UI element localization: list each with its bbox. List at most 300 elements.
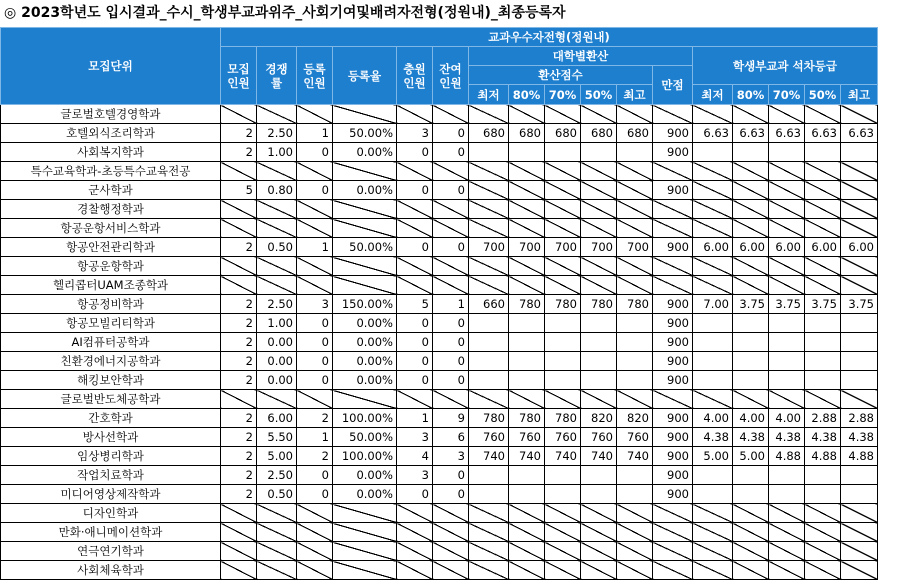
empty-cell: [433, 523, 469, 542]
value-cell: 2: [221, 238, 257, 257]
empty-cell: [509, 504, 545, 523]
unit-name: 디자인학과: [1, 504, 221, 523]
value-cell: 0.00%: [333, 181, 397, 200]
value-cell: 700: [469, 238, 509, 257]
value-cell: 50.00%: [333, 428, 397, 447]
table-row: [1, 276, 878, 295]
value-cell: 780: [545, 409, 581, 428]
empty-cell: [653, 542, 693, 561]
empty-cell: [805, 200, 841, 219]
value-cell: [469, 352, 509, 371]
empty-cell: [733, 504, 769, 523]
empty-cell: [693, 561, 733, 580]
empty-cell: [693, 276, 733, 295]
empty-cell: [581, 105, 617, 124]
value-cell: 2: [221, 295, 257, 314]
empty-cell: [433, 561, 469, 580]
unit-name: 만화·애니메이션학과: [1, 523, 221, 542]
empty-cell: [397, 257, 433, 276]
value-cell: [805, 371, 841, 390]
value-cell: 2.50: [257, 295, 297, 314]
value-cell: 2: [221, 143, 257, 162]
empty-cell: [509, 105, 545, 124]
value-cell: 900: [653, 333, 693, 352]
value-cell: [581, 314, 617, 333]
unit-name: 사회체육학과: [1, 561, 221, 580]
value-cell: 3: [433, 447, 469, 466]
table-row: [1, 314, 878, 333]
empty-cell: [769, 162, 805, 181]
empty-cell: [693, 390, 733, 409]
unit-name: 글로벌호텔경영학과: [1, 105, 221, 124]
value-cell: 3.75: [733, 295, 769, 314]
value-cell: [841, 371, 878, 390]
value-cell: 700: [509, 238, 545, 257]
table-row: [1, 409, 878, 428]
empty-cell: [221, 561, 257, 580]
empty-cell: [433, 162, 469, 181]
value-cell: [469, 466, 509, 485]
empty-cell: [581, 200, 617, 219]
value-cell: 0: [433, 352, 469, 371]
empty-cell: [509, 276, 545, 295]
value-cell: [841, 352, 878, 371]
value-cell: [841, 333, 878, 352]
empty-cell: [333, 219, 397, 238]
value-cell: 900: [653, 428, 693, 447]
empty-cell: [841, 523, 878, 542]
value-cell: 150.00%: [333, 295, 397, 314]
value-cell: 900: [653, 238, 693, 257]
header-unit: 모집단위: [1, 28, 221, 105]
value-cell: [769, 485, 805, 504]
value-cell: 900: [653, 295, 693, 314]
value-cell: 6.00: [841, 238, 878, 257]
value-cell: [509, 314, 545, 333]
empty-cell: [509, 390, 545, 409]
unit-name: 미디어영상제작학과: [1, 485, 221, 504]
value-cell: 740: [617, 447, 653, 466]
empty-cell: [469, 162, 509, 181]
value-cell: 1: [297, 124, 333, 143]
empty-cell: [433, 257, 469, 276]
value-cell: [805, 143, 841, 162]
value-cell: 0.50: [257, 238, 297, 257]
value-cell: 2: [221, 409, 257, 428]
value-cell: 3.75: [841, 295, 878, 314]
value-cell: 0.00%: [333, 143, 397, 162]
empty-cell: [509, 561, 545, 580]
unit-name: 군사학과: [1, 181, 221, 200]
empty-cell: [545, 561, 581, 580]
unit-name: 항공안전관리학과: [1, 238, 221, 257]
empty-cell: [733, 200, 769, 219]
value-cell: 6.63: [769, 124, 805, 143]
header-grade-col: 70%: [769, 85, 805, 105]
empty-cell: [545, 276, 581, 295]
value-cell: 0: [433, 181, 469, 200]
table-row: [1, 257, 878, 276]
empty-cell: [617, 504, 653, 523]
empty-cell: [333, 523, 397, 542]
value-cell: 900: [653, 409, 693, 428]
empty-cell: [469, 504, 509, 523]
value-cell: 900: [653, 314, 693, 333]
value-cell: 2: [297, 447, 333, 466]
value-cell: 0: [297, 181, 333, 200]
table-row: [1, 523, 878, 542]
value-cell: 0.00%: [333, 314, 397, 333]
empty-cell: [221, 523, 257, 542]
value-cell: 100.00%: [333, 447, 397, 466]
value-cell: 0.00: [257, 371, 297, 390]
table-row: [1, 219, 878, 238]
empty-cell: [509, 219, 545, 238]
empty-cell: [221, 390, 257, 409]
empty-cell: [769, 257, 805, 276]
value-cell: 4.88: [805, 447, 841, 466]
empty-cell: [257, 504, 297, 523]
value-cell: 3: [397, 124, 433, 143]
value-cell: 0: [297, 352, 333, 371]
value-cell: 2.88: [805, 409, 841, 428]
value-cell: [469, 143, 509, 162]
empty-cell: [581, 504, 617, 523]
empty-cell: [617, 200, 653, 219]
value-cell: 780: [509, 295, 545, 314]
table-row: [1, 143, 878, 162]
value-cell: 4.38: [693, 428, 733, 447]
value-cell: 680: [617, 124, 653, 143]
value-cell: [581, 143, 617, 162]
empty-cell: [333, 200, 397, 219]
value-cell: [581, 371, 617, 390]
value-cell: 5: [221, 181, 257, 200]
empty-cell: [469, 181, 509, 200]
value-cell: 0: [433, 485, 469, 504]
value-cell: [693, 143, 733, 162]
header-group: 교과우수자전형(정원내): [221, 28, 878, 47]
empty-cell: [397, 105, 433, 124]
value-cell: 780: [469, 409, 509, 428]
value-cell: 0.00%: [333, 485, 397, 504]
empty-cell: [297, 523, 333, 542]
empty-cell: [617, 181, 653, 200]
empty-cell: [297, 390, 333, 409]
empty-cell: [297, 105, 333, 124]
empty-cell: [653, 257, 693, 276]
empty-cell: [545, 542, 581, 561]
value-cell: 760: [545, 428, 581, 447]
empty-cell: [297, 276, 333, 295]
unit-name: AI컴퓨터공학과: [1, 333, 221, 352]
header-grade-col: 최고: [841, 85, 878, 105]
value-cell: 0: [433, 143, 469, 162]
empty-cell: [769, 390, 805, 409]
value-cell: [545, 485, 581, 504]
empty-cell: [509, 162, 545, 181]
empty-cell: [693, 162, 733, 181]
value-cell: 6.63: [841, 124, 878, 143]
value-cell: 0: [297, 371, 333, 390]
empty-cell: [545, 181, 581, 200]
table-row: [1, 390, 878, 409]
empty-cell: [221, 504, 257, 523]
header-ratio: 경쟁 률: [257, 47, 297, 105]
empty-cell: [617, 276, 653, 295]
table-row: [1, 504, 878, 523]
value-cell: 760: [617, 428, 653, 447]
value-cell: [581, 333, 617, 352]
value-cell: 0.80: [257, 181, 297, 200]
value-cell: 2: [221, 485, 257, 504]
value-cell: 740: [581, 447, 617, 466]
empty-cell: [805, 504, 841, 523]
value-cell: [545, 143, 581, 162]
value-cell: 5: [397, 295, 433, 314]
empty-cell: [257, 105, 297, 124]
empty-cell: [617, 390, 653, 409]
unit-name: 특수교육학과-초등특수교육전공: [1, 162, 221, 181]
value-cell: 1: [297, 238, 333, 257]
empty-cell: [617, 105, 653, 124]
empty-cell: [469, 219, 509, 238]
empty-cell: [469, 561, 509, 580]
empty-cell: [805, 276, 841, 295]
value-cell: [693, 352, 733, 371]
value-cell: [617, 143, 653, 162]
value-cell: 100.00%: [333, 409, 397, 428]
value-cell: 0: [397, 238, 433, 257]
table-row: [1, 124, 878, 143]
value-cell: 680: [545, 124, 581, 143]
empty-cell: [841, 276, 878, 295]
value-cell: 0: [433, 371, 469, 390]
header-recruit: 모집 인원: [221, 47, 257, 105]
value-cell: 2: [221, 447, 257, 466]
empty-cell: [221, 162, 257, 181]
header-score-col: 최고: [617, 85, 653, 105]
value-cell: [805, 485, 841, 504]
header-score-col: 50%: [581, 85, 617, 105]
empty-cell: [769, 200, 805, 219]
value-cell: 820: [581, 409, 617, 428]
value-cell: 900: [653, 352, 693, 371]
value-cell: [733, 352, 769, 371]
empty-cell: [653, 276, 693, 295]
value-cell: 900: [653, 181, 693, 200]
empty-cell: [693, 523, 733, 542]
empty-cell: [805, 561, 841, 580]
empty-cell: [333, 276, 397, 295]
header-score-col: 70%: [545, 85, 581, 105]
empty-cell: [469, 200, 509, 219]
empty-cell: [297, 162, 333, 181]
empty-cell: [397, 162, 433, 181]
value-cell: 6: [433, 428, 469, 447]
unit-name: 연극연기학과: [1, 542, 221, 561]
value-cell: [693, 371, 733, 390]
unit-name: 헬리콥터UAM조종학과: [1, 276, 221, 295]
value-cell: 4.38: [733, 428, 769, 447]
value-cell: 900: [653, 371, 693, 390]
empty-cell: [733, 561, 769, 580]
unit-name: 항공운항서비스학과: [1, 219, 221, 238]
empty-cell: [469, 523, 509, 542]
value-cell: [769, 314, 805, 333]
empty-cell: [617, 561, 653, 580]
value-cell: 50.00%: [333, 238, 397, 257]
value-cell: 740: [509, 447, 545, 466]
empty-cell: [693, 181, 733, 200]
empty-cell: [693, 542, 733, 561]
results-table: [0, 27, 878, 580]
empty-cell: [545, 257, 581, 276]
empty-cell: [653, 504, 693, 523]
page-title: ◎ 2023학년도 입시결과_수시_학생부교과위주_사회기여및배려자전형(정원내)_최종등록자: [4, 5, 566, 21]
value-cell: 0: [397, 143, 433, 162]
empty-cell: [805, 162, 841, 181]
empty-cell: [433, 276, 469, 295]
value-cell: 900: [653, 485, 693, 504]
value-cell: 0: [297, 143, 333, 162]
value-cell: 900: [653, 124, 693, 143]
value-cell: 4.88: [769, 447, 805, 466]
unit-name: 호텔외식조리학과: [1, 124, 221, 143]
value-cell: 0.00%: [333, 371, 397, 390]
value-cell: 2: [221, 352, 257, 371]
value-cell: 1: [397, 409, 433, 428]
value-cell: 1: [297, 428, 333, 447]
empty-cell: [221, 219, 257, 238]
table-row: [1, 295, 878, 314]
value-cell: 0: [297, 333, 333, 352]
empty-cell: [509, 200, 545, 219]
value-cell: [805, 314, 841, 333]
value-cell: [733, 143, 769, 162]
empty-cell: [769, 219, 805, 238]
empty-cell: [805, 105, 841, 124]
empty-cell: [297, 561, 333, 580]
value-cell: [581, 352, 617, 371]
empty-cell: [769, 504, 805, 523]
empty-cell: [769, 105, 805, 124]
empty-cell: [693, 504, 733, 523]
value-cell: 0: [397, 371, 433, 390]
empty-cell: [333, 162, 397, 181]
empty-cell: [469, 276, 509, 295]
empty-cell: [257, 390, 297, 409]
empty-cell: [653, 523, 693, 542]
value-cell: 4.00: [693, 409, 733, 428]
value-cell: 2: [221, 466, 257, 485]
unit-name: 친환경에너지공학과: [1, 352, 221, 371]
empty-cell: [397, 200, 433, 219]
table-row: [1, 447, 878, 466]
empty-cell: [397, 542, 433, 561]
value-cell: [545, 333, 581, 352]
empty-cell: [841, 257, 878, 276]
empty-cell: [841, 162, 878, 181]
value-cell: [469, 333, 509, 352]
value-cell: 2.50: [257, 124, 297, 143]
value-cell: 3: [397, 466, 433, 485]
value-cell: [509, 485, 545, 504]
empty-cell: [617, 162, 653, 181]
value-cell: 900: [653, 466, 693, 485]
empty-cell: [841, 504, 878, 523]
value-cell: 0: [297, 485, 333, 504]
value-cell: 680: [509, 124, 545, 143]
empty-cell: [397, 276, 433, 295]
empty-cell: [297, 542, 333, 561]
value-cell: 0: [433, 238, 469, 257]
value-cell: [617, 466, 653, 485]
header-remain: 잔여 인원: [433, 47, 469, 105]
empty-cell: [433, 200, 469, 219]
empty-cell: [805, 390, 841, 409]
header-enroll-rate: 등록율: [333, 47, 397, 105]
value-cell: 3: [297, 295, 333, 314]
empty-cell: [733, 162, 769, 181]
empty-cell: [221, 257, 257, 276]
empty-cell: [221, 200, 257, 219]
value-cell: [841, 314, 878, 333]
empty-cell: [581, 523, 617, 542]
value-cell: 9: [433, 409, 469, 428]
empty-cell: [257, 219, 297, 238]
value-cell: [693, 466, 733, 485]
value-cell: 50.00%: [333, 124, 397, 143]
value-cell: [769, 333, 805, 352]
unit-name: 작업치료학과: [1, 466, 221, 485]
value-cell: 0: [433, 124, 469, 143]
empty-cell: [733, 276, 769, 295]
value-cell: [581, 466, 617, 485]
value-cell: [769, 352, 805, 371]
empty-cell: [617, 257, 653, 276]
empty-cell: [333, 542, 397, 561]
value-cell: 760: [509, 428, 545, 447]
empty-cell: [653, 162, 693, 181]
value-cell: 6.63: [693, 124, 733, 143]
empty-cell: [805, 542, 841, 561]
table-row: [1, 542, 878, 561]
value-cell: 780: [581, 295, 617, 314]
unit-name: 항공운항학과: [1, 257, 221, 276]
value-cell: 0.00%: [333, 333, 397, 352]
empty-cell: [653, 219, 693, 238]
empty-cell: [653, 390, 693, 409]
value-cell: 700: [545, 238, 581, 257]
value-cell: 780: [545, 295, 581, 314]
empty-cell: [769, 561, 805, 580]
empty-cell: [433, 105, 469, 124]
empty-cell: [469, 542, 509, 561]
unit-name: 임상병리학과: [1, 447, 221, 466]
value-cell: 1: [433, 295, 469, 314]
empty-cell: [769, 542, 805, 561]
value-cell: 6.00: [257, 409, 297, 428]
empty-cell: [257, 523, 297, 542]
empty-cell: [333, 105, 397, 124]
value-cell: [693, 314, 733, 333]
empty-cell: [581, 162, 617, 181]
empty-cell: [581, 257, 617, 276]
empty-cell: [617, 523, 653, 542]
value-cell: [545, 352, 581, 371]
value-cell: 5.00: [257, 447, 297, 466]
